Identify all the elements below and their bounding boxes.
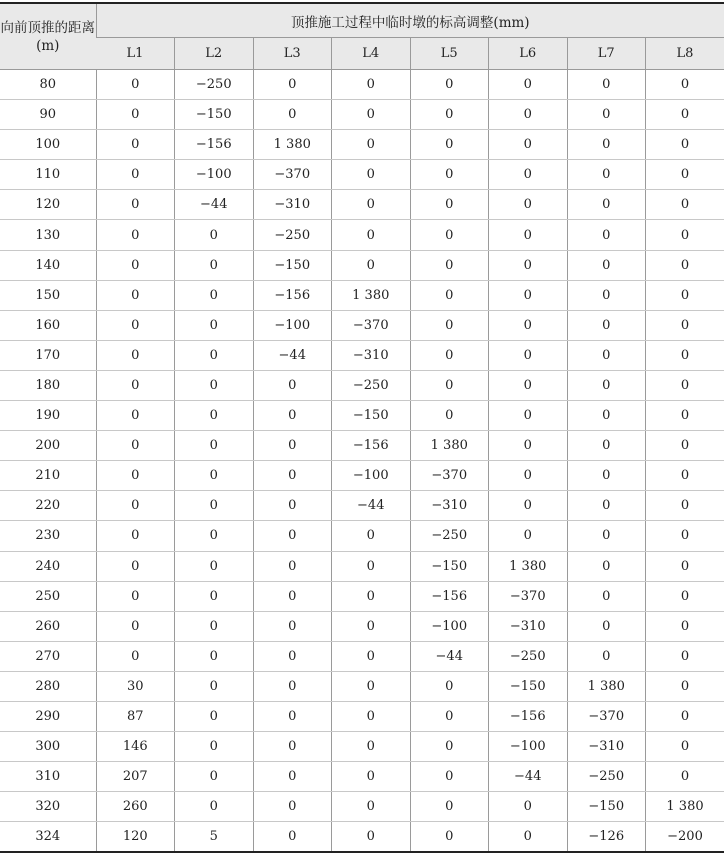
value-cell: −156: [410, 581, 489, 611]
value-cell: 0: [489, 130, 568, 160]
distance-cell: 150: [0, 280, 96, 310]
table-row: [0, 701, 724, 731]
value-cell: −126: [567, 822, 646, 853]
value-cell: 0: [253, 70, 332, 100]
value-cell: 0: [96, 461, 175, 491]
value-cell: 0: [567, 310, 646, 340]
value-cell: 0: [175, 431, 254, 461]
value-cell: 0: [332, 822, 411, 853]
value-cell: 0: [175, 701, 254, 731]
value-cell: −156: [332, 431, 411, 461]
distance-cell: 220: [0, 491, 96, 521]
column-header-l3: L3: [253, 38, 332, 70]
distance-cell: 100: [0, 130, 96, 160]
table-row: [0, 340, 724, 370]
value-cell: 0: [175, 280, 254, 310]
table-row: [0, 491, 724, 521]
table-row: [0, 280, 724, 310]
value-cell: 0: [489, 370, 568, 400]
table-row: [0, 581, 724, 611]
value-cell: 0: [175, 551, 254, 581]
value-cell: 0: [253, 701, 332, 731]
value-cell: 0: [410, 190, 489, 220]
distance-cell: 280: [0, 671, 96, 701]
value-cell: 0: [175, 401, 254, 431]
value-cell: 1 380: [489, 551, 568, 581]
value-cell: 0: [253, 762, 332, 792]
value-cell: −44: [410, 641, 489, 671]
value-cell: 0: [96, 280, 175, 310]
value-cell: 0: [96, 220, 175, 250]
value-cell: 0: [646, 581, 725, 611]
distance-cell: 130: [0, 220, 96, 250]
distance-cell: 250: [0, 581, 96, 611]
value-cell: 0: [96, 250, 175, 280]
value-cell: 87: [96, 701, 175, 731]
value-cell: 0: [646, 310, 725, 340]
value-cell: 0: [175, 521, 254, 551]
value-cell: −44: [175, 190, 254, 220]
value-cell: −310: [410, 491, 489, 521]
value-cell: 0: [410, 671, 489, 701]
distance-cell: 300: [0, 732, 96, 762]
value-cell: −250: [567, 762, 646, 792]
value-cell: 0: [646, 762, 725, 792]
value-cell: 0: [410, 220, 489, 250]
value-cell: −100: [489, 732, 568, 762]
value-cell: −310: [332, 340, 411, 370]
distance-cell: 324: [0, 822, 96, 853]
table-row: [0, 521, 724, 551]
distance-cell: 120: [0, 190, 96, 220]
value-cell: 0: [96, 100, 175, 130]
table-row: [0, 370, 724, 400]
value-cell: 0: [489, 521, 568, 551]
value-cell: −100: [410, 611, 489, 641]
value-cell: 0: [96, 521, 175, 551]
value-cell: 0: [253, 370, 332, 400]
distance-cell: 170: [0, 340, 96, 370]
value-cell: 0: [332, 160, 411, 190]
header-row-group: [0, 3, 724, 38]
value-cell: 0: [332, 130, 411, 160]
value-cell: 0: [567, 250, 646, 280]
table-row: [0, 461, 724, 491]
value-cell: 0: [96, 401, 175, 431]
value-cell: 0: [332, 190, 411, 220]
value-cell: 0: [489, 100, 568, 130]
distance-cell: 260: [0, 611, 96, 641]
value-cell: 0: [253, 671, 332, 701]
value-cell: 0: [567, 641, 646, 671]
value-cell: 0: [96, 581, 175, 611]
value-cell: 0: [567, 611, 646, 641]
value-cell: −250: [175, 70, 254, 100]
column-header-l7: L7: [567, 38, 646, 70]
value-cell: −44: [489, 762, 568, 792]
value-cell: 0: [175, 641, 254, 671]
value-cell: 0: [175, 370, 254, 400]
table-body: [0, 70, 724, 853]
value-cell: 0: [489, 160, 568, 190]
value-cell: 0: [646, 250, 725, 280]
value-cell: 0: [646, 160, 725, 190]
value-cell: 0: [567, 280, 646, 310]
value-cell: 0: [646, 671, 725, 701]
column-header-l6: L6: [489, 38, 568, 70]
value-cell: 0: [253, 461, 332, 491]
value-cell: 0: [332, 220, 411, 250]
value-cell: 0: [96, 190, 175, 220]
value-cell: 0: [175, 220, 254, 250]
value-cell: 0: [646, 280, 725, 310]
table-row: [0, 431, 724, 461]
value-cell: 0: [646, 491, 725, 521]
distance-cell: 200: [0, 431, 96, 461]
value-cell: 1 380: [567, 671, 646, 701]
distance-cell: 230: [0, 521, 96, 551]
column-header-l4: L4: [332, 38, 411, 70]
value-cell: −310: [567, 732, 646, 762]
table-row: [0, 310, 724, 340]
value-cell: −100: [332, 461, 411, 491]
value-cell: 0: [567, 340, 646, 370]
distance-cell: 270: [0, 641, 96, 671]
value-cell: −44: [253, 340, 332, 370]
distance-cell: 210: [0, 461, 96, 491]
value-cell: −370: [410, 461, 489, 491]
value-cell: 5: [175, 822, 254, 853]
value-cell: 0: [332, 671, 411, 701]
value-cell: 30: [96, 671, 175, 701]
value-cell: 0: [96, 340, 175, 370]
value-cell: 0: [567, 581, 646, 611]
value-cell: 0: [253, 100, 332, 130]
value-cell: 0: [489, 491, 568, 521]
value-cell: 207: [96, 762, 175, 792]
value-cell: 0: [332, 701, 411, 731]
value-cell: 0: [332, 70, 411, 100]
value-cell: 1 380: [332, 280, 411, 310]
value-cell: 0: [332, 521, 411, 551]
value-cell: 0: [489, 220, 568, 250]
value-cell: 0: [646, 100, 725, 130]
table-row: [0, 822, 724, 853]
value-cell: 0: [489, 190, 568, 220]
value-cell: −156: [253, 280, 332, 310]
value-cell: 0: [410, 792, 489, 822]
value-cell: −150: [410, 551, 489, 581]
column-header-l1: L1: [96, 38, 175, 70]
value-cell: −44: [332, 491, 411, 521]
table-row: [0, 70, 724, 100]
value-cell: −150: [175, 100, 254, 130]
value-cell: 0: [96, 551, 175, 581]
value-cell: −156: [489, 701, 568, 731]
table-row: [0, 671, 724, 701]
value-cell: 1 380: [253, 130, 332, 160]
value-cell: 260: [96, 792, 175, 822]
value-cell: 0: [175, 611, 254, 641]
distance-cell: 180: [0, 370, 96, 400]
value-cell: 0: [646, 340, 725, 370]
value-cell: −150: [332, 401, 411, 431]
value-cell: 0: [410, 701, 489, 731]
value-cell: 0: [410, 822, 489, 853]
value-cell: 0: [646, 641, 725, 671]
value-cell: 0: [96, 70, 175, 100]
value-cell: 0: [489, 340, 568, 370]
value-cell: 0: [332, 100, 411, 130]
column-header-l5: L5: [410, 38, 489, 70]
value-cell: 0: [175, 491, 254, 521]
table-row: [0, 762, 724, 792]
column-header-l8: L8: [646, 38, 725, 70]
value-cell: 0: [410, 340, 489, 370]
distance-cell: 110: [0, 160, 96, 190]
value-cell: 0: [96, 641, 175, 671]
value-cell: 0: [489, 310, 568, 340]
value-cell: 0: [253, 581, 332, 611]
value-cell: 0: [332, 581, 411, 611]
distance-cell: 160: [0, 310, 96, 340]
value-cell: −250: [332, 370, 411, 400]
value-cell: 0: [646, 551, 725, 581]
value-cell: 0: [410, 762, 489, 792]
value-cell: 0: [96, 370, 175, 400]
value-cell: 0: [489, 822, 568, 853]
value-cell: 0: [646, 190, 725, 220]
value-cell: 0: [646, 130, 725, 160]
table-row: [0, 250, 724, 280]
value-cell: 0: [96, 130, 175, 160]
distance-column-header: 向前顶推的距离(m): [0, 3, 96, 70]
value-cell: −250: [253, 220, 332, 250]
value-cell: 0: [96, 431, 175, 461]
value-cell: −100: [175, 160, 254, 190]
table-row: [0, 551, 724, 581]
value-cell: −150: [489, 671, 568, 701]
value-cell: 0: [410, 310, 489, 340]
value-cell: 0: [646, 732, 725, 762]
value-cell: 0: [410, 280, 489, 310]
table-row: [0, 611, 724, 641]
value-cell: 0: [489, 280, 568, 310]
value-cell: 0: [96, 491, 175, 521]
distance-cell: 140: [0, 250, 96, 280]
value-cell: 0: [646, 461, 725, 491]
distance-cell: 290: [0, 701, 96, 731]
value-cell: 0: [567, 190, 646, 220]
value-cell: 0: [175, 581, 254, 611]
value-cell: 0: [253, 491, 332, 521]
header-row-columns: [0, 38, 724, 70]
value-cell: 0: [567, 160, 646, 190]
value-cell: 0: [253, 431, 332, 461]
value-cell: 0: [332, 792, 411, 822]
value-cell: 0: [332, 641, 411, 671]
value-cell: 0: [567, 370, 646, 400]
value-cell: −370: [332, 310, 411, 340]
value-cell: 0: [175, 250, 254, 280]
value-cell: 0: [332, 611, 411, 641]
value-cell: 0: [567, 431, 646, 461]
value-cell: 0: [332, 250, 411, 280]
value-cell: 1 380: [410, 431, 489, 461]
value-cell: 0: [96, 160, 175, 190]
value-cell: 0: [410, 732, 489, 762]
value-cell: 0: [646, 70, 725, 100]
distance-cell: 310: [0, 762, 96, 792]
value-cell: −100: [253, 310, 332, 340]
value-cell: 0: [253, 732, 332, 762]
table-row: [0, 641, 724, 671]
value-cell: 0: [175, 340, 254, 370]
value-cell: 0: [567, 70, 646, 100]
value-cell: 146: [96, 732, 175, 762]
table-row: [0, 190, 724, 220]
value-cell: 0: [253, 521, 332, 551]
value-cell: 0: [489, 431, 568, 461]
value-cell: −370: [567, 701, 646, 731]
document-page: [0, 2, 726, 853]
value-cell: 0: [253, 641, 332, 671]
value-cell: 0: [646, 521, 725, 551]
value-cell: 0: [410, 250, 489, 280]
value-cell: 0: [646, 401, 725, 431]
value-cell: −250: [489, 641, 568, 671]
elevation-group-header: 顶推施工过程中临时墩的标高调整(mm): [96, 3, 724, 38]
value-cell: −250: [410, 521, 489, 551]
value-cell: 0: [175, 762, 254, 792]
value-cell: 0: [332, 762, 411, 792]
value-cell: 0: [253, 611, 332, 641]
value-cell: 0: [410, 100, 489, 130]
distance-cell: 90: [0, 100, 96, 130]
value-cell: 0: [646, 220, 725, 250]
table-row: [0, 100, 724, 130]
value-cell: −150: [253, 250, 332, 280]
value-cell: 0: [410, 70, 489, 100]
value-cell: 0: [410, 130, 489, 160]
value-cell: 0: [489, 792, 568, 822]
table-row: [0, 220, 724, 250]
value-cell: 0: [175, 671, 254, 701]
value-cell: −310: [253, 190, 332, 220]
value-cell: 0: [489, 250, 568, 280]
value-cell: 0: [567, 461, 646, 491]
value-cell: 0: [175, 310, 254, 340]
value-cell: 0: [253, 792, 332, 822]
value-cell: 0: [567, 551, 646, 581]
value-cell: 0: [567, 401, 646, 431]
value-cell: 0: [646, 431, 725, 461]
value-cell: 0: [175, 792, 254, 822]
value-cell: 1 380: [646, 792, 725, 822]
value-cell: 0: [332, 732, 411, 762]
value-cell: 0: [489, 401, 568, 431]
value-cell: 0: [489, 70, 568, 100]
column-header-l2: L2: [175, 38, 254, 70]
value-cell: 0: [567, 521, 646, 551]
value-cell: −310: [489, 611, 568, 641]
value-cell: 0: [332, 551, 411, 581]
value-cell: −150: [567, 792, 646, 822]
value-cell: 0: [253, 401, 332, 431]
table-row: [0, 732, 724, 762]
value-cell: 0: [96, 310, 175, 340]
value-cell: 0: [567, 491, 646, 521]
distance-cell: 320: [0, 792, 96, 822]
table-row: [0, 792, 724, 822]
value-cell: 0: [96, 611, 175, 641]
value-cell: 0: [253, 551, 332, 581]
value-cell: 0: [175, 461, 254, 491]
value-cell: 0: [646, 370, 725, 400]
value-cell: 0: [253, 822, 332, 853]
distance-cell: 80: [0, 70, 96, 100]
value-cell: 0: [175, 732, 254, 762]
value-cell: −370: [253, 160, 332, 190]
value-cell: −200: [646, 822, 725, 853]
value-cell: −370: [489, 581, 568, 611]
value-cell: −156: [175, 130, 254, 160]
value-cell: 0: [489, 461, 568, 491]
table-row: [0, 401, 724, 431]
value-cell: 0: [410, 370, 489, 400]
table-row: [0, 160, 724, 190]
distance-cell: 190: [0, 401, 96, 431]
value-cell: 0: [410, 160, 489, 190]
table-row: [0, 130, 724, 160]
value-cell: 0: [646, 611, 725, 641]
value-cell: 0: [567, 130, 646, 160]
value-cell: 0: [410, 401, 489, 431]
value-cell: 0: [567, 220, 646, 250]
value-cell: 0: [646, 701, 725, 731]
value-cell: 0: [567, 100, 646, 130]
elevation-adjustment-table: [0, 2, 724, 853]
value-cell: 120: [96, 822, 175, 853]
distance-cell: 240: [0, 551, 96, 581]
